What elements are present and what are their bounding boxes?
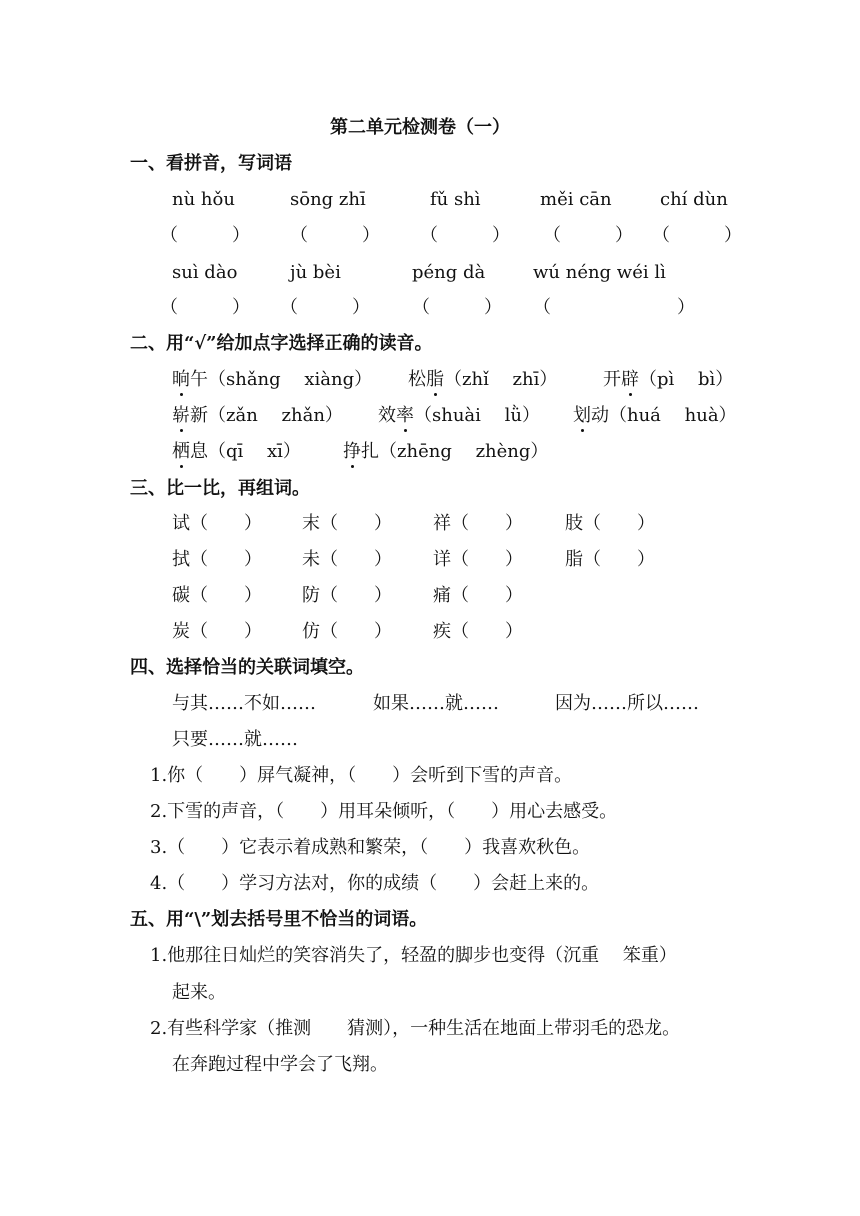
reading-item[interactable]: 晌午（shǎng xiàng） (172, 367, 372, 393)
answer-blank-wide[interactable]: （ ） (533, 297, 695, 318)
compare-item[interactable]: 碳（ ） (172, 585, 262, 606)
fill-question[interactable]: 1.你（ ）屏气凝神，（ ）会听到下雪的声音。 (150, 765, 573, 786)
pinyin-item: nù hǒu (172, 189, 235, 210)
pinyin-item: sōng zhī (290, 189, 366, 210)
pinyin-item: suì dào (172, 262, 238, 283)
compare-item[interactable]: 防（ ） (302, 585, 392, 606)
answer-blank[interactable]: （ ） (290, 225, 380, 246)
reading-item[interactable]: 松脂（zhǐ zhī） (408, 367, 557, 393)
compare-item[interactable]: 脂（ ） (565, 549, 655, 570)
compare-item[interactable]: 炭（ ） (172, 621, 262, 642)
strike-question[interactable]: 2.有些科学家（推测 猜测），一种生活在地面上带羽毛的恐龙。 (150, 1018, 681, 1039)
strike-question[interactable]: 1.他那往日灿烂的笑容消失了，轻盈的脚步也变得（沉重 笨重） (150, 945, 677, 966)
section-4-heading: 四、选择恰当的关联词填空。 (130, 657, 364, 678)
compare-item[interactable]: 仿（ ） (302, 621, 392, 642)
section-2-heading: 二、用“√”给加点字选择正确的读音。 (130, 333, 433, 354)
fill-question[interactable]: 4.（ ）学习方法对，你的成绩（ ）会赶上来的。 (150, 873, 600, 894)
reading-item[interactable]: 栖息（qī xī） (172, 439, 301, 465)
conjunction-option: 只要……就…… (172, 729, 298, 750)
reading-item[interactable]: 挣扎（zhēng zhèng） (343, 439, 548, 465)
answer-blank[interactable]: （ ） (652, 225, 742, 246)
compare-item[interactable]: 祥（ ） (433, 513, 523, 534)
reading-item[interactable]: 划动（huá huà） (573, 403, 737, 429)
page-title: 第二单元检测卷（一） (330, 117, 510, 138)
compare-item[interactable]: 拭（ ） (172, 549, 262, 570)
conjunction-option: 与其……不如…… (172, 693, 316, 714)
pinyin-item: wú néng wéi lì (533, 262, 666, 283)
pinyin-item: měi cān (540, 189, 612, 210)
section-5-heading: 五、用“\”划去括号里不恰当的词语。 (130, 909, 428, 930)
fill-question[interactable]: 2.下雪的声音，（ ）用耳朵倾听，（ ）用心去感受。 (150, 801, 618, 822)
answer-blank[interactable]: （ ） (280, 297, 370, 318)
answer-blank[interactable]: （ ） (420, 225, 510, 246)
compare-item[interactable]: 试（ ） (172, 513, 262, 534)
compare-item[interactable]: 末（ ） (302, 513, 392, 534)
compare-item[interactable]: 未（ ） (302, 549, 392, 570)
conjunction-option: 因为……所以…… (555, 693, 699, 714)
strike-question-cont: 在奔跑过程中学会了飞翔。 (172, 1054, 388, 1075)
conjunction-option: 如果……就…… (373, 693, 499, 714)
compare-item[interactable]: 疾（ ） (433, 621, 523, 642)
compare-item[interactable]: 详（ ） (433, 549, 523, 570)
pinyin-item: jù bèi (290, 262, 341, 283)
answer-blank[interactable]: （ ） (543, 225, 633, 246)
compare-item[interactable]: 痛（ ） (433, 585, 523, 606)
answer-blank[interactable]: （ ） (412, 297, 502, 318)
reading-item[interactable]: 效率（shuài lǜ） (378, 403, 540, 429)
section-3-heading: 三、比一比，再组词。 (130, 478, 310, 499)
reading-item[interactable]: 开辟（pì bì） (603, 367, 733, 393)
section-1-heading: 一、看拼音，写词语 (130, 153, 292, 174)
fill-question[interactable]: 3.（ ）它表示着成熟和繁荣，（ ）我喜欢秋色。 (150, 837, 591, 858)
pinyin-item: fǔ shì (430, 189, 481, 210)
pinyin-item: péng dà (412, 262, 486, 283)
compare-item[interactable]: 肢（ ） (565, 513, 655, 534)
strike-question-cont: 起来。 (172, 982, 226, 1003)
pinyin-item: chí dùn (660, 189, 728, 210)
reading-item[interactable]: 崭新（zǎn zhǎn） (172, 403, 343, 429)
answer-blank[interactable]: （ ） (160, 297, 250, 318)
answer-blank[interactable]: （ ） (160, 225, 250, 246)
